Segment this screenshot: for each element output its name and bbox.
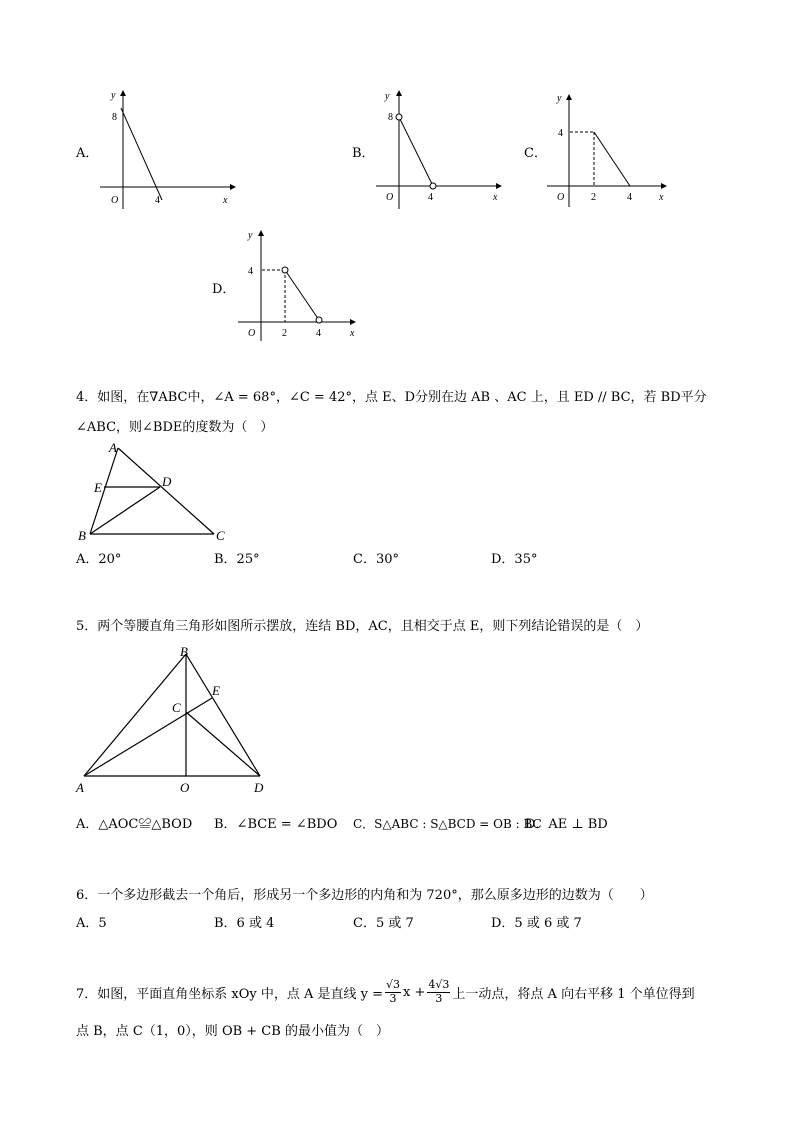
option-c-x-tick-4: 4 (627, 192, 632, 203)
q7-line-1 (76, 972, 695, 1012)
option-d-x-label: x (350, 328, 355, 339)
option-c-y-label: y (557, 93, 562, 104)
option-d-origin: O (248, 328, 256, 339)
option-d-y-label: y (248, 230, 253, 241)
option-c-y-tick: 4 (558, 128, 563, 139)
q6-line-1: 6．一个多边形截去一个角后，形成另一个多边形的内角和为 720°，那么原多边形的边数为（ ） (76, 888, 653, 903)
option-a-x-tick: 4 (155, 195, 160, 206)
q5-label-b: B (180, 644, 188, 659)
q5-triangles-figure (72, 642, 272, 796)
q7-text-start: 7．如图，平面直角坐标系 xOy 中，点 A 是直线 y = (76, 986, 384, 1002)
q5-label-o: O (180, 780, 190, 795)
option-b-x-label: x (493, 192, 498, 203)
option-c-x-label: x (659, 192, 664, 203)
q7-fraction-2-numerator: 4√3 (428, 978, 450, 992)
option-d-label: D． (212, 282, 236, 297)
q7-fraction-1-denominator: 3 (389, 991, 397, 1005)
q7-fraction-1-numerator: √3 (386, 978, 401, 992)
q5-label-e: E (212, 683, 220, 698)
q4-label-a: A (109, 440, 117, 455)
q5-label-d: D (254, 780, 264, 795)
option-b-y-tick: 8 (388, 112, 393, 123)
q4-label-c: C (216, 528, 225, 543)
q6-option-b: B．6 或 4 (214, 916, 275, 931)
option-a-origin: O (111, 195, 119, 206)
option-a-y-tick: 8 (112, 112, 117, 123)
q5-option-a: A．△AOC≌△BOD (76, 817, 193, 832)
q4-option-a: A．20° (76, 552, 122, 567)
q7-text-end: 上一动点，将点 A 向右平移 1 个单位得到 (452, 986, 695, 1002)
q5-option-d: D．AE ⊥ BD (525, 817, 608, 832)
option-b-y-label: y (385, 91, 390, 102)
option-a-x-label: x (223, 195, 228, 206)
q5-option-b: B．∠BCE = ∠BDO (214, 817, 338, 832)
option-b-origin: O (386, 192, 394, 203)
q4-option-b: B．25° (214, 552, 260, 567)
q6-option-c: C．5 或 7 (353, 916, 414, 931)
option-a-graph (96, 88, 236, 210)
q7-fraction-2-denominator: 3 (435, 991, 443, 1005)
option-c-origin: O (557, 192, 565, 203)
q6-option-d: D．5 或 6 或 7 (491, 916, 582, 931)
q7-fraction-2 (427, 979, 450, 1004)
q4-line-2: ∠ABC，则∠BDE的度数为（ ） (76, 420, 274, 435)
q7-fraction-1 (385, 979, 401, 1004)
option-c-x-tick-2: 2 (591, 192, 596, 203)
q6-option-a: A．5 (76, 916, 107, 931)
q5-label-a: A (76, 780, 84, 795)
option-c-graph (543, 88, 671, 208)
option-d-x-tick-4: 4 (316, 328, 321, 339)
option-a-label: A． (76, 146, 99, 161)
q7-line-2: 点 B，点 C（1，0），则 OB + CB 的最小值为（ ） (76, 1024, 389, 1039)
option-d-y-tick: 4 (248, 266, 253, 277)
q4-line-1: 4．如图，在∇ABC中，∠A = 68°，∠C = 42°，点 E、D分别在边 AB 、AC 上，且 ED // BC，若 BD平分 (76, 390, 707, 405)
q4-label-d: D (162, 474, 172, 489)
q5-line-1: 5．两个等腰直角三角形如图所示摆放，连结 BD，AC，且相交于点 E，则下列结论错误的是（ ） (76, 619, 649, 634)
q4-triangle-figure (76, 440, 236, 548)
option-d-graph (236, 226, 360, 342)
option-c-label: C． (524, 146, 547, 161)
option-b-graph (372, 88, 506, 210)
q4-option-d: D．35° (491, 552, 538, 567)
option-b-label: B． (352, 146, 375, 161)
q4-label-b: B (78, 528, 86, 543)
q5-option-c: C．S△ABC : S△BCD = OB : BC (353, 817, 542, 831)
q4-option-c: C．30° (353, 552, 399, 567)
q7-text-mid: x + (403, 984, 426, 1000)
q5-label-c: C (172, 700, 181, 715)
option-a-y-label: y (111, 90, 116, 101)
option-d-x-tick-2: 2 (282, 328, 287, 339)
q4-label-e: E (94, 480, 102, 495)
option-b-x-tick: 4 (428, 192, 433, 203)
